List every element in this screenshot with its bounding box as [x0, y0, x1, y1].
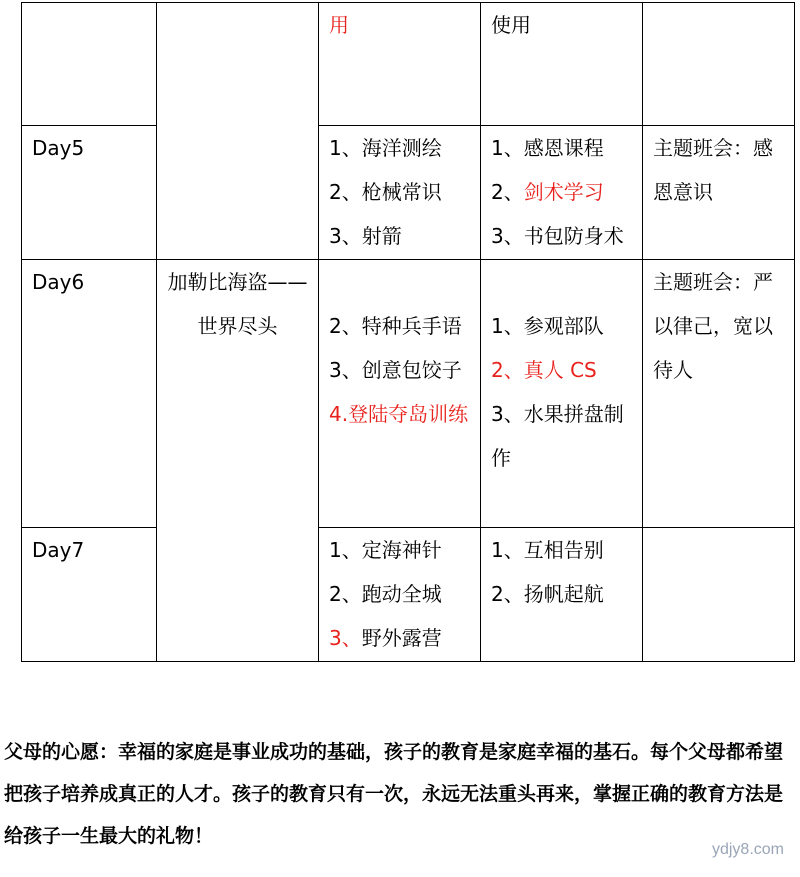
cell-top-col3	[319, 3, 481, 126]
list-item: 1、参观部队	[491, 314, 604, 338]
cell-top-col4	[481, 3, 643, 126]
list-item-blank	[491, 260, 632, 304]
list-item: 1、感恩课程	[491, 136, 604, 160]
item-text: 野外露营	[361, 626, 442, 650]
table-row-day5	[22, 126, 795, 260]
list-item-blank	[329, 260, 470, 304]
cell-text: 用	[329, 13, 349, 37]
cell-day5-col4	[481, 126, 643, 260]
cell-day7-col4	[481, 528, 643, 662]
item-prefix: 3、	[329, 626, 362, 650]
list-item: 2、枪械常识	[329, 180, 442, 204]
cell-theme-day6	[157, 260, 319, 662]
cell-top-col5	[643, 3, 795, 126]
cell-theme-empty	[157, 3, 319, 260]
list-item: 3、射箭	[329, 224, 402, 248]
item-prefix: 2、	[491, 180, 524, 204]
table-row-day7	[22, 528, 795, 662]
list-item: 2、特种兵手语	[329, 314, 462, 338]
cell-text: 使用	[491, 13, 531, 37]
list-item: 1、海洋测绘	[329, 136, 442, 160]
parents-wish-paragraph: 父母的心愿：幸福的家庭是事业成功的基础，孩子的教育是家庭幸福的基石。每个父母都希望把孩子培养成真正的人才。孩子的教育只有一次，永远无法重头再来，掌握正确的教育方法是给孩子一生最大的礼物！	[4, 741, 784, 847]
list-item	[329, 616, 470, 660]
class-meeting-text: 主题班会：感恩意识	[653, 136, 773, 204]
list-item: 2、跑动全城	[329, 582, 442, 606]
list-item: 3、水果拼盘制作	[491, 402, 624, 470]
list-item-highlight: 2、真人 CS	[491, 358, 597, 382]
list-item-highlight: 4.登陆夺岛训练	[329, 402, 469, 426]
schedule-table	[21, 2, 795, 662]
highlight-text: 剑术学习	[523, 180, 604, 204]
cell-day6-col3	[319, 260, 481, 528]
day-label: Day5	[22, 126, 157, 260]
cell-day5-col3	[319, 126, 481, 260]
day-label: Day6	[22, 260, 157, 528]
list-item: 1、定海神针	[329, 538, 442, 562]
list-item: 3、书包防身术	[491, 224, 624, 248]
list-item: 1、互相告别	[491, 538, 604, 562]
cell-day6-col4	[481, 260, 643, 528]
theme-text: 加勒比海盗——世界尽头	[167, 270, 308, 338]
class-meeting-text: 主题班会：严以律己，宽以待人	[653, 270, 773, 382]
cell-day-empty	[22, 3, 157, 126]
cell-day6-col5	[643, 260, 795, 528]
list-item: 2、扬帆起航	[491, 582, 604, 606]
list-item: 3、创意包饺子	[329, 358, 462, 382]
watermark: ydjy8.com	[711, 841, 784, 858]
cell-day7-col5	[643, 528, 795, 662]
cell-day7-col3	[319, 528, 481, 662]
list-item	[491, 170, 632, 214]
day-label: Day7	[22, 528, 157, 662]
cell-day5-col5	[643, 126, 795, 260]
table-row-day6	[22, 260, 795, 528]
table-row-top	[22, 3, 795, 126]
